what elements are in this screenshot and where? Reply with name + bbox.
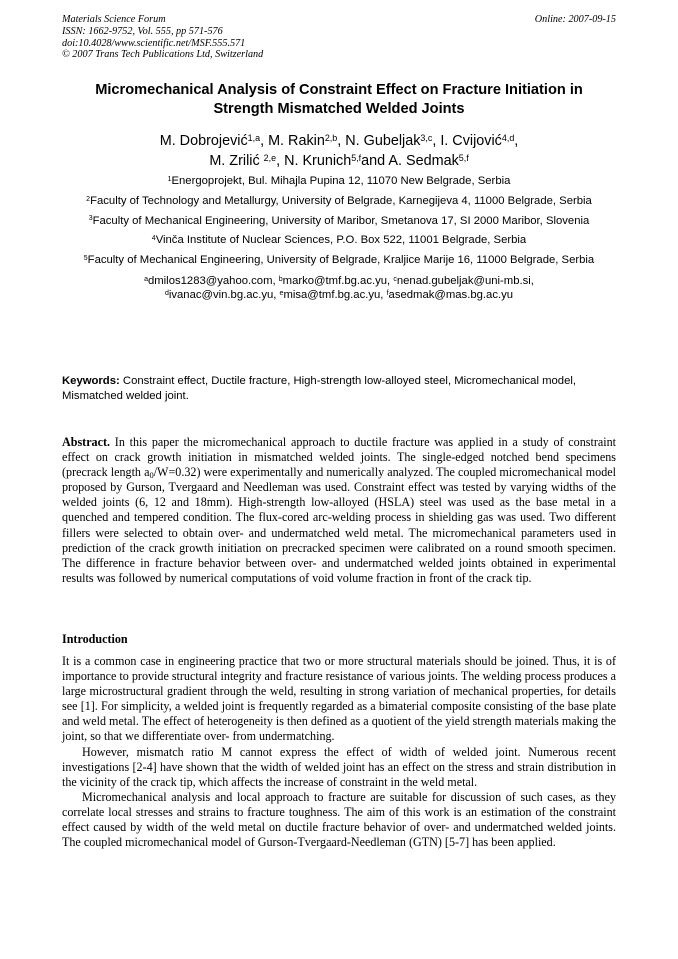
journal-header — [62, 14, 616, 61]
author-name: A. Sedmak — [388, 153, 459, 169]
author-separator: , — [260, 133, 269, 149]
abstract-label: Abstract. — [62, 435, 111, 449]
author-row — [62, 131, 616, 151]
author-row — [62, 151, 616, 171]
author-separator: , — [514, 133, 519, 149]
affiliation — [70, 253, 608, 268]
author-separator: , — [432, 133, 441, 149]
publication-info — [62, 14, 616, 61]
introduction-paragraph: Micromechanical analysis and local approach to fracture are suitable for discussion of such cases, as they correlate local stresses and strains to fracture toughness. The aim of this work is an estimation of the constraint effect caused by width of the weld metal on ductile fracture behavior of over- and undermatched welded joints. The coupled micromechanical model of Gurson-Tvergaard-Needleman (GTN) [5-7] has been applied. — [62, 789, 616, 850]
email-mark: e — [279, 290, 284, 298]
affiliation-number: 2 — [86, 195, 91, 203]
author-separator: and — [361, 153, 389, 169]
copyright-line: © 2007 Trans Tech Publications Ltd, Switzerland — [62, 49, 264, 61]
abstract-text: /W=0.32) were experimentally and numerically analyzed. The coupled micromechanical model proposed by Gurson, Tvergaard and Needleman was used. Constraint effect was tested by varying widths of the welded joints (6, 12 and 18mm). High-strength low-alloyed (HSLA) steel was used as the base metal in a quenched and tempered condition. The flux-cored arc-welding process in shielding gas was used. Two different fillers were selected to obtain over- and undermatched weld metal. The micromechanical parameters used in prediction of the crack growth initiation on precracked specimen were calibrated on a round smooth specimen. The difference in fracture behavior between over- and undermatched welded joints obtained in experimental results was followed by numerical computations of void volume fraction in front of the crack tip. — [62, 465, 616, 585]
introduction-paragraph: It is a common case in engineering practice that two or more structural materials should be joined. Thus, it is of importance to provide structural integrity and fracture resistance of various joints. The welding process produces a large microstructural gradient through the weld, resulting in strong variation of mechanical properties, for details see [1]. For simplicity, a welded joint is frequently regarded as a bimaterial composite consisting of the base plate and weld metal. The effect of heterogeneity is then defined as a quotient of the yield strength materials making the joint, so that we differentiate over- from undermatching. — [62, 654, 616, 744]
affiliation-number: 1 — [167, 175, 172, 183]
title-line: Micromechanical Analysis of Constraint Effect on Fracture Initiation in — [95, 82, 583, 98]
abstract-subscript: 0 — [149, 470, 154, 481]
author-affiliation-mark: 1,a — [247, 132, 261, 143]
affiliation — [70, 233, 608, 248]
email-list — [70, 274, 608, 303]
email-address[interactable]: ivanac@vin.bg.ac.yu, — [168, 289, 280, 302]
author-affiliation-mark: 4,d — [501, 132, 515, 143]
doi-line: doi:10.4028/www.scientific.net/MSF.555.571 — [62, 37, 246, 49]
author-name: M. Rakin — [268, 133, 325, 149]
keywords-text: Constraint effect, Ductile fracture, High-strength low-alloyed steel, Micromechanical model, Mismatched welded joint. — [62, 375, 577, 402]
abstract-text: In this paper the micromechanical approach to ductile fracture was applied in a study of constraint effect on crack growth initiation in mismatched welded joints. The single-edged notched bend specimens (precrack length a — [62, 435, 616, 480]
author-affiliation-mark: 5,f — [351, 152, 362, 163]
affiliation-text: Vinča Institute of Nuclear Sciences, P.O. Box 522, 11001 Belgrade, Serbia — [155, 234, 527, 247]
email-address[interactable]: marko@tmf.bg.ac.yu, — [282, 274, 394, 287]
introduction-heading: Introduction — [62, 632, 128, 646]
email-address[interactable]: misa@tmf.bg.ac.yu, — [283, 289, 387, 302]
introduction-paragraph: However, mismatch ratio M cannot express the effect of width of welded joint. Numerous recent investigations [2-4] have shown that the width of welded joint has an effect on the stress and strain distribution in the vicinity of the crack tip, which affects the increase of constraint in the weld metal. — [62, 744, 616, 789]
author-name: N. Gubeljak — [345, 133, 421, 149]
introduction-body — [62, 654, 616, 850]
affiliation-text: Energoprojekt, Bul. Mihajla Pupina 12, 11070 New Belgrade, Serbia — [171, 175, 511, 187]
email-mark: c — [393, 275, 397, 283]
issn-line: ISSN: 1662-9752, Vol. 555, pp 571-576 — [62, 25, 223, 37]
email-mark: a — [144, 275, 148, 283]
author-affiliation-mark: 3,c — [420, 132, 433, 143]
author-affiliation-mark: 2,e — [263, 152, 277, 163]
affiliation — [70, 214, 608, 229]
abstract-section — [62, 435, 616, 586]
affiliation-text: Faculty of Mechanical Engineering, University of Belgrade, Kraljice Marije 16, 11000 Belgrade, Serbia — [87, 254, 595, 267]
affiliation-number: 4 — [151, 235, 156, 243]
affiliation-list — [70, 174, 608, 303]
email-address[interactable]: asedmak@mas.bg.ac.yu — [388, 289, 514, 302]
affiliation-text: Faculty of Mechanical Engineering, University of Maribor, Smetanova 17, SI 2000 Maribor, Slovenia — [92, 214, 590, 227]
affiliation — [70, 194, 608, 209]
author-list — [62, 131, 616, 171]
author-affiliation-mark: 2,b — [324, 132, 338, 143]
paper-title — [62, 81, 616, 119]
author-name: M. Zrilić — [209, 153, 264, 169]
affiliation-number: 3 — [88, 215, 93, 223]
keywords-label: Keywords: — [62, 375, 120, 387]
journal-name: Materials Science Forum — [62, 14, 166, 25]
title-line: Strength Mismatched Welded Joints — [213, 101, 465, 117]
email-row — [70, 288, 608, 303]
email-mark: d — [164, 290, 169, 298]
author-affiliation-mark: 5,f — [458, 152, 469, 163]
online-date: Online: 2007-09-15 — [534, 14, 616, 25]
keywords-section — [62, 374, 616, 404]
author-name: I. Cvijović — [440, 133, 502, 149]
affiliation-text: Faculty of Technology and Metallurgy, University of Belgrade, Karnegijeva 4, 11000 Belgrade, Serbia — [90, 194, 592, 207]
email-address[interactable]: nenad.gubeljak@uni-mb.si, — [396, 274, 534, 287]
author-separator: , — [276, 153, 285, 169]
email-mark: b — [278, 275, 283, 283]
author-name: N. Krunich — [284, 153, 352, 169]
email-address[interactable]: dmilos1283@yahoo.com, — [147, 274, 279, 287]
author-separator: , — [337, 133, 346, 149]
affiliation — [70, 174, 608, 189]
affiliation-number: 5 — [83, 254, 88, 262]
email-row — [70, 274, 608, 289]
email-mark: f — [386, 290, 389, 298]
author-name: M. Dobrojević — [159, 133, 248, 149]
